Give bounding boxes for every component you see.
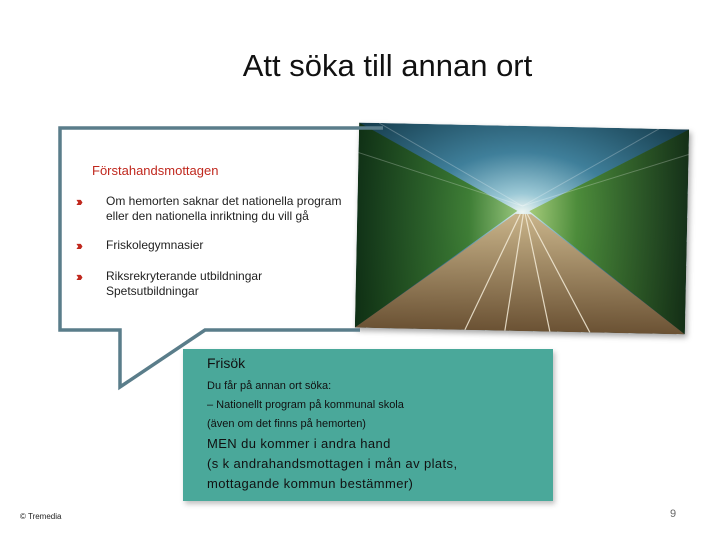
double-chevron-icon: ›››: [76, 238, 80, 253]
copyright-footer: © Tremedia: [20, 512, 62, 521]
bullet-text: Friskolegymnasier: [106, 238, 204, 252]
frisok-line: (även om det finns på hemorten): [207, 418, 366, 430]
frisok-line: Du får på annan ort söka:: [207, 380, 332, 392]
frisok-title: Frisök: [207, 355, 246, 371]
page-number: 9: [670, 508, 677, 520]
frisok-box: [183, 349, 553, 501]
bullet-text: Om hemorten saknar det nationella program: [106, 194, 342, 208]
callout-heading: Förstahandsmottagen: [92, 163, 219, 178]
double-chevron-icon: ›››: [76, 269, 80, 284]
double-chevron-icon: ›››: [76, 194, 80, 209]
bullet-text: Riksrekryterande utbildningar: [106, 269, 263, 283]
frisok-line: (s k andrahandsmottagen i mån av plats,: [207, 456, 458, 471]
bullet-item: [76, 194, 372, 224]
callout-content: [76, 163, 372, 313]
bullet-text: Spetsutbildningar: [106, 284, 199, 298]
slide-title: Att söka till annan ort: [242, 48, 533, 83]
frisok-line: mottagande kommun bestämmer): [207, 476, 414, 491]
frisok-line: – Nationellt program på kommunal skola: [207, 399, 404, 411]
bullet-item: [76, 238, 372, 253]
bullet-text: eller den nationella inriktning du vill gå: [106, 209, 309, 223]
bullet-item: [76, 269, 372, 299]
frisok-line: MEN du kommer i andra hand: [207, 436, 391, 451]
